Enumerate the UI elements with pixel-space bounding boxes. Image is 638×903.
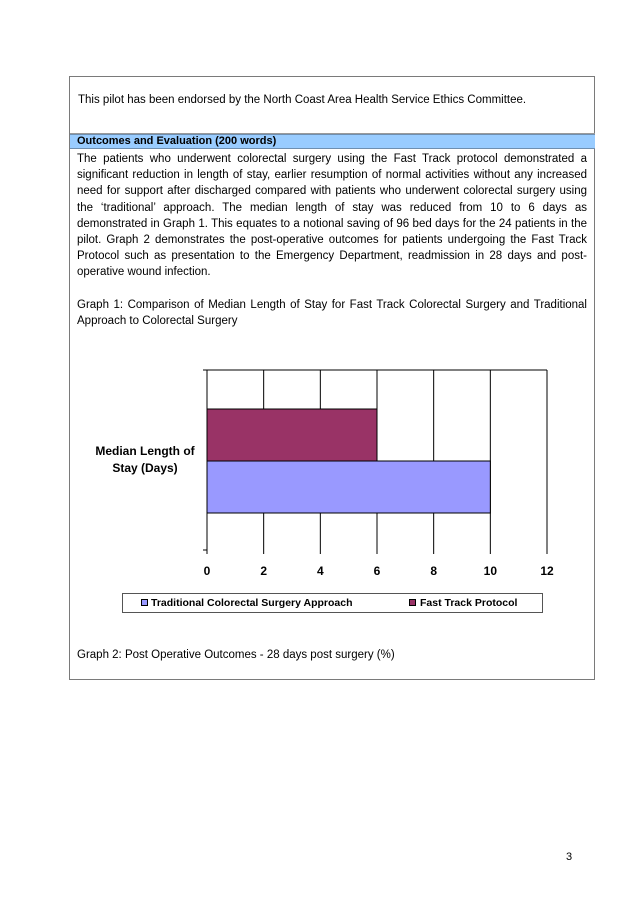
y-category-label-line-1: Stay (Days) [112, 461, 178, 475]
graph1-caption: Graph 1: Comparison of Median Length of Stay for Fast Track Colorectal Surgery and Traditional Approach to Colorectal Surgery [77, 299, 587, 328]
legend-label-traditional: Traditional Colorectal Surgery Approach [151, 597, 353, 609]
endorsement-text: This pilot has been endorsed by the North Coast Area Health Service Ethics Committee. [78, 94, 527, 106]
graph1-svg [70, 360, 594, 620]
x-tick-label-12: 12 [540, 564, 554, 578]
x-tick-label-4: 4 [316, 564, 324, 578]
x-tick-label-6: 6 [373, 564, 381, 578]
legend-swatch-fast-track [409, 599, 416, 606]
section-title: Outcomes and Evaluation (200 words) [77, 135, 277, 147]
x-tick-label-0: 0 [203, 564, 211, 578]
bar-traditional [207, 461, 490, 513]
page-number: 3 [566, 851, 573, 863]
x-tick-label-2: 2 [260, 564, 268, 578]
legend-label-fast-track: Fast Track Protocol [420, 597, 518, 609]
graph1-chart [70, 360, 594, 620]
bar-fast-track [207, 409, 377, 461]
y-category-label-line-0: Median Length of [95, 444, 195, 458]
outcomes-paragraph: The patients who underwent colorectal surgery using the Fast Track protocol demonstrated a significant reduction in length of stay, earlier resumption of normal activities without any increased need for support after discharged compared with patients who underwent colorectal surgery using the ‘traditional’ approach. The median length of stay was reduced from 10 to 6 days as demonstrated in Graph 1. This equates to a notional saving of 96 bed days for the 24 patients in the pilot. Graph 2 demonstrates the post-operative outcomes for patients undergoing the Fast Track Protocol such as presentation to the Emergency Department, readmission in 28 days and post-operative wound infection. [77, 153, 587, 279]
x-tick-label-8: 8 [430, 564, 438, 578]
graph2-caption: Graph 2: Post Operative Outcomes - 28 days post surgery (%) [77, 649, 395, 661]
legend-swatch-traditional [141, 599, 148, 606]
x-tick-label-10: 10 [483, 564, 498, 578]
